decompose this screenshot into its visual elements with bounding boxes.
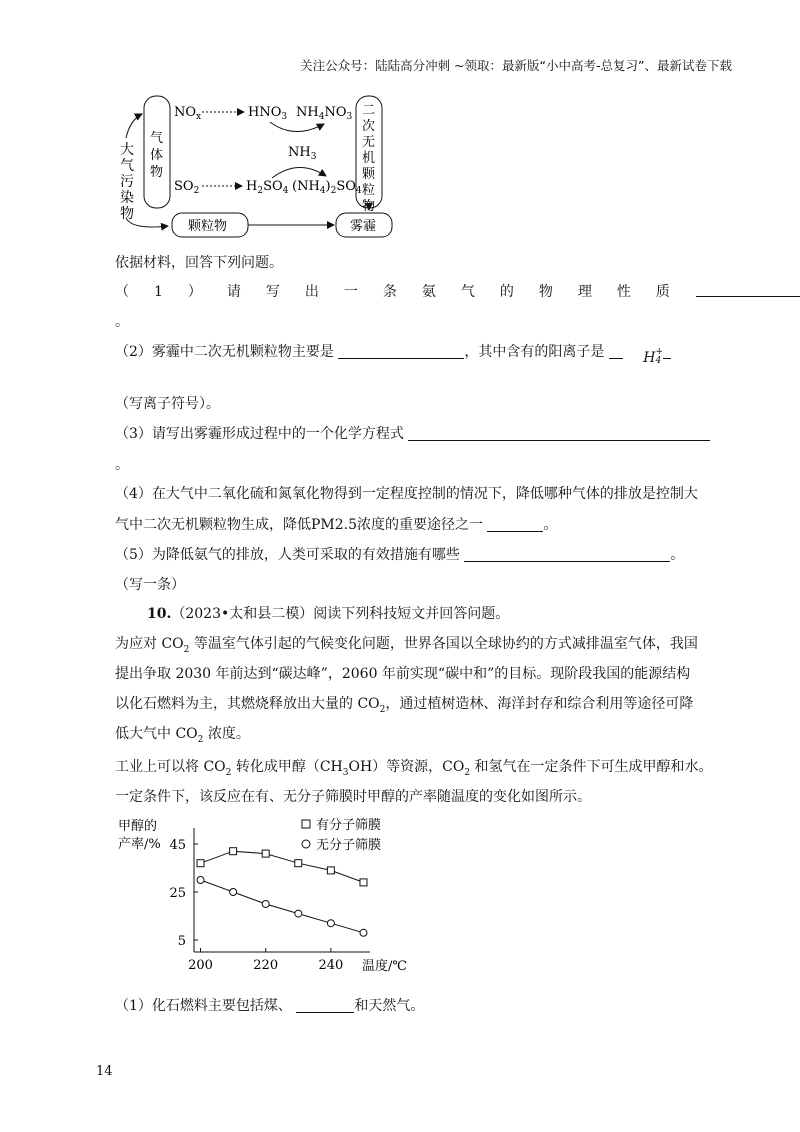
series-line-1 — [201, 851, 364, 882]
question-10-1: （1）化石燃料主要包括煤、 和天然气。 — [115, 998, 425, 1014]
q1-end: 。 — [115, 314, 129, 330]
q5-cont: （写一条） — [115, 577, 185, 593]
question-3: （3）请写出雾霾形成过程中的一个化学方程式 — [115, 424, 716, 444]
legend-circle-marker — [302, 840, 310, 848]
data-point-circle — [295, 910, 302, 917]
nox-formula: $NO_x$ — [174, 105, 202, 122]
q10-p3: 以化石燃料为主，其燃烧释放出大量的 $CO_2$，通过植树造林、海洋封存和综合利用等途径可降 — [115, 696, 694, 715]
data-point-square — [360, 879, 367, 886]
q5-answer-blank[interactable] — [464, 547, 670, 562]
question-4-line2: 气中二次无机颗粒物生成，降低PM2.5浓度的重要途径之一 。 — [115, 517, 558, 533]
nh3-formula: $NH_3$ — [288, 145, 317, 162]
q10-p6: 一定条件下，该反应在有、无分子筛膜时甲醇的产率随温度的变化如图所示。 — [115, 789, 591, 805]
nh4no3-formula: $NH_4NO_3$ — [296, 105, 353, 122]
svg-text:次: 次 — [362, 119, 376, 134]
hno3-formula: $HNO_3$ — [248, 105, 288, 122]
svg-text:无: 无 — [362, 135, 376, 150]
svg-text:二: 二 — [362, 103, 376, 118]
y-axis-label-line1: 甲醇的 — [118, 819, 158, 834]
svg-text:雾霾: 雾霾 — [350, 219, 377, 234]
page-header: 关注公众号：陆陆高分冲刺 ~领取：最新版“小中高考-总复习”、最新试卷下载 — [300, 58, 732, 73]
y-axis-label-line2: 产率/% — [118, 837, 161, 852]
pollution-diagram — [108, 90, 438, 240]
svg-text:颗粒物: 颗粒物 — [188, 219, 228, 234]
question-4-line1: （4）在大气中二氧化硫和氮氧化物得到一定程度控制的情况下，降低哪种气体的排放是控制大 — [115, 486, 698, 502]
svg-text:气: 气 — [150, 131, 164, 146]
legend-label: 无分子筛膜 — [316, 838, 382, 853]
data-point-circle — [360, 929, 367, 936]
svg-text:体: 体 — [150, 148, 164, 163]
data-point-circle — [262, 901, 269, 908]
question-2: （2）雾霾中二次无机颗粒物主要是 ，其中含有的阳离子是 H + 4 — [115, 342, 716, 362]
question-1: （ 1 ） 请 写 出 一 条 氨 气 的 物 理 性 质 — [115, 282, 800, 302]
ion-formula: H + 4 — [643, 347, 664, 366]
q10-p2: 提出争取 2030 年前达到“碳达峰”，2060 年前实现“碳中和”的目标。现阶段我国的能源结构 — [115, 666, 691, 682]
q4-answer-blank[interactable] — [487, 517, 543, 532]
svg-text:物: 物 — [362, 199, 376, 214]
data-point-square — [197, 860, 204, 867]
data-point-circle — [197, 877, 204, 884]
page-number: 14 — [96, 1064, 113, 1079]
x-tick-label: 200 — [188, 958, 213, 973]
q3-end: 。 — [115, 457, 129, 473]
data-point-circle — [230, 889, 237, 896]
h2so4-formula: $H_2SO_4$ — [246, 179, 289, 196]
svg-text:机: 机 — [362, 151, 376, 166]
svg-text:物: 物 — [120, 206, 134, 222]
svg-text:大: 大 — [120, 142, 134, 158]
data-point-square — [230, 848, 237, 855]
q10-p1: 为应对 $CO_2$ 等温室气体引起的气候变化问题，世界各国以全球协约的方式减排温室气体，我国 — [115, 636, 698, 655]
gas-label — [150, 131, 163, 180]
data-point-circle — [327, 920, 334, 927]
intro-text: 依据材料，回答下列问题。 — [115, 255, 283, 271]
q2-cont: （写离子符号）。 — [115, 396, 220, 412]
legend-square-marker — [302, 820, 310, 828]
legend-label: 有分子筛膜 — [316, 818, 382, 833]
question-10-title: 10.（2023•太和县二模）阅读下列科技短文并回答问题。 — [147, 606, 510, 622]
q10-1-answer-blank[interactable] — [296, 998, 354, 1013]
svg-text:污: 污 — [120, 174, 134, 190]
series-line-2 — [201, 880, 364, 933]
q1-answer-blank[interactable] — [696, 282, 800, 297]
svg-text:粒: 粒 — [362, 183, 376, 198]
so2-formula: $SO_2$ — [174, 179, 200, 196]
y-tick-label: 5 — [177, 934, 186, 949]
q2-answer-blank-1[interactable] — [338, 344, 464, 359]
methanol-yield-chart — [112, 814, 432, 974]
secondary-particle-label — [362, 103, 376, 214]
data-point-square — [295, 860, 302, 867]
y-tick-label: 45 — [169, 838, 186, 853]
q10-p4: 低大气中 $CO_2$ 浓度。 — [115, 726, 250, 745]
q10-p5: 工业上可以将 $CO_2$ 转化成甲醇$(CH_3OH)$等资源，$CO_2$ 和氢气在一定条件下可生成甲醇和水。 — [115, 759, 713, 778]
source-label — [120, 141, 134, 222]
x-tick-label: 240 — [318, 958, 344, 973]
nh4-2so4-formula: $(NH_4)_2SO_4$ — [292, 179, 362, 196]
question-5: （5）为降低氨气的排放，人类可采取的有效措施有哪些 。 — [115, 547, 685, 563]
svg-text:染: 染 — [120, 190, 134, 206]
data-point-square — [262, 850, 269, 857]
x-axis-label: 温度/℃ — [362, 959, 407, 974]
q2-answer-blank-2[interactable] — [609, 344, 623, 359]
x-tick-label: 220 — [253, 958, 279, 973]
svg-text:颗: 颗 — [362, 167, 376, 182]
y-tick-label: 25 — [169, 886, 186, 901]
svg-text:物: 物 — [150, 165, 164, 180]
q3-answer-blank[interactable] — [408, 426, 710, 441]
arrow-to-gas — [126, 114, 142, 138]
data-point-square — [327, 867, 334, 874]
svg-text:气: 气 — [120, 158, 134, 174]
